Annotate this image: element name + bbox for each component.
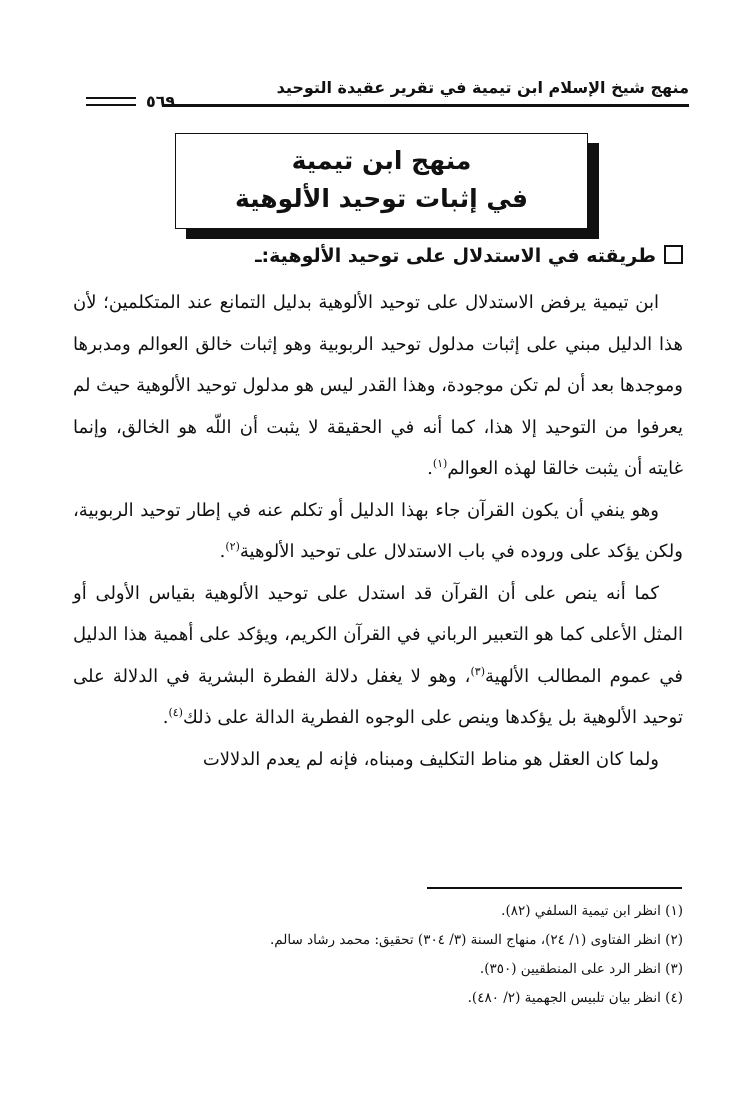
page-number-rule-top [86, 97, 136, 99]
footnote-marker: (٢) [225, 540, 240, 553]
footnotes [73, 897, 683, 1013]
section-heading-text: طريقته في الاستدلال على توحيد الألوهية:ـ [255, 245, 656, 267]
paragraph: وهو ينفي أن يكون القرآن جاء بهذا الدليل أو تكلم عنه في إطار توحيد الربوبية، ولكن يؤكد على وروده في باب الاستدلال على توحيد الألوهية$^{(٢)}$. [73, 499, 683, 562]
paragraph: كما أنه ينص على أن القرآن قد استدل على توحيد الألوهية بقياس الأولى أو المثل الأعلى كما هو التعبير الرباني في القرآن الكريم، ويؤكد على أهمية هذا الدليل في عموم المطالب الألهية$^{(٣)}$، وهو لا يغفل دلالة الفطرة البشرية في الدلالة على توحيد الألوهية بل يؤكدها وينص على الوجوه الفطرية الدالة على ذلك$^{(٤)}$. [73, 582, 683, 728]
page-number: ٥٦٩ [146, 92, 176, 111]
footnote-marker: (٤) [168, 706, 183, 719]
body-text [73, 282, 683, 780]
footnote-separator [427, 887, 682, 889]
footnote: (٢) انظر الفتاوى (١/ ٢٤)، منهاج السنة (٣/ ٣٠٤) تحقيق: محمد رشاد سالم. [269, 932, 683, 948]
footnote: (١) انظر ابن تيمية السلفي (٨٢). [501, 903, 683, 919]
chapter-title-box [175, 133, 588, 229]
paragraph: ابن تيمية يرفض الاستدلال على توحيد الألوهية بدليل التمانع عند المتكلمين؛ لأن هذا الدليل مبني على إثبات مدلول توحيد الربوبية وهو إثبات خالق العوالم ومدبرها وموجدها بعد أن لم تكن موجودة، وهذا القدر ليس هو مدلول توحيد الألوهية حيث لم يعرفوا من التوحيد إلا هذا، كما أنه في الحقيقة لا يثبت أن اللّه هو الخالق، وإنما غايته أن يثبت خالقا لهذه العوالم$^{(١)}$. [73, 292, 683, 479]
chapter-title-line-1: منهج ابن تيمية [291, 146, 472, 175]
chapter-title-line-2: في إثبات توحيد الألوهية [234, 184, 529, 213]
running-header-title: منهج شيخ الإسلام ابن تيمية في تقرير عقيدة التوحيد [276, 78, 689, 97]
page-number-rule-bottom [86, 104, 136, 106]
header-rule [163, 104, 689, 107]
footnote-marker: (١) [432, 457, 448, 470]
section-heading [63, 245, 683, 267]
paragraph: ولما كان العقل هو مناط التكليف ومبناه، فإنه لم يعدم الدلالات [202, 748, 659, 770]
footnote: (٤) انظر بيان تلبيس الجهمية (٢/ ٤٨٠). [467, 990, 683, 1006]
square-bullet-icon [664, 245, 683, 264]
footnote-marker: (٣) [470, 664, 485, 678]
footnote: (٣) انظر الرد على المنطقيين (٣٥٠). [479, 961, 683, 977]
